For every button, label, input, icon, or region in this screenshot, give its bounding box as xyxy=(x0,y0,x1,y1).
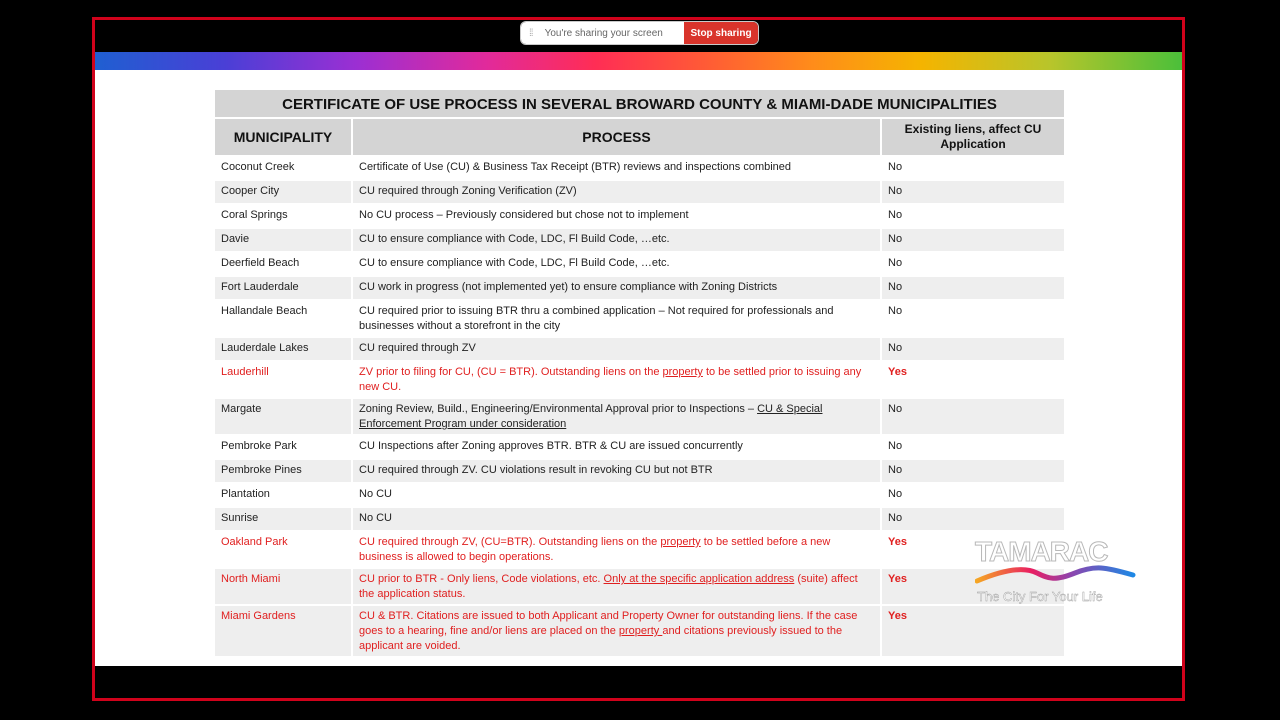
logo-swoosh-icon xyxy=(975,563,1137,587)
process-underlined-text: property xyxy=(660,536,701,548)
municipality-cell: Sunrise xyxy=(215,508,351,530)
municipality-cell: North Miami xyxy=(215,569,351,604)
process-underlined-text: CU & Special Enforcement Program under consideration xyxy=(359,403,823,430)
process-cell: CU to ensure compliance with Code, LDC, Fl Build Code, …etc. xyxy=(353,253,880,275)
municipality-cell: Lauderdale Lakes xyxy=(215,338,351,360)
municipality-cell: Margate xyxy=(215,399,351,434)
process-cell xyxy=(353,362,880,397)
table-row-highlighted xyxy=(215,569,1064,604)
process-cell xyxy=(353,606,880,656)
process-cell: No CU xyxy=(353,484,880,506)
municipality-cell: Pembroke Pines xyxy=(215,460,351,482)
municipality-cell: Hallandale Beach xyxy=(215,301,351,336)
process-text: CU & BTR. Citations are issued to both Applicant and Property Owner for outstanding liens. If the case goes to a hearing, fine and/or liens are placed on the xyxy=(359,610,858,637)
municipality-cell: Cooper City xyxy=(215,181,351,203)
process-text: and citations previously issued to the applicant are voided. xyxy=(359,625,843,652)
process-text: to be settled before a new business is allowed to begin operations. xyxy=(359,536,831,563)
process-cell xyxy=(353,569,880,604)
liens-cell: No xyxy=(882,277,1064,299)
table-row-highlighted xyxy=(215,532,1064,567)
table-row-highlighted xyxy=(215,362,1064,397)
certificate-of-use-table xyxy=(213,88,1066,658)
table-row-highlighted xyxy=(215,606,1064,656)
table-row xyxy=(215,301,1064,336)
table-title: CERTIFICATE OF USE PROCESS IN SEVERAL BROWARD COUNTY & MIAMI-DADE MUNICIPALITIES xyxy=(215,90,1064,117)
rainbow-banner xyxy=(95,52,1182,70)
header-municipality: MUNICIPALITY xyxy=(215,119,351,155)
table-row xyxy=(215,338,1064,360)
process-text: to be settled prior to issuing any new CU. xyxy=(359,366,862,393)
process-cell: Certificate of Use (CU) & Business Tax Receipt (BTR) reviews and inspections combined xyxy=(353,157,880,179)
liens-cell: No xyxy=(882,253,1064,275)
liens-cell: No xyxy=(882,229,1064,251)
liens-cell: No xyxy=(882,301,1064,336)
liens-cell: No xyxy=(882,157,1064,179)
liens-cell: Yes xyxy=(882,569,1064,604)
process-cell: CU to ensure compliance with Code, LDC, Fl Build Code, …etc. xyxy=(353,229,880,251)
share-message xyxy=(521,22,684,44)
liens-cell: No xyxy=(882,508,1064,530)
table-row xyxy=(215,157,1064,179)
table-row xyxy=(215,508,1064,530)
process-cell: CU required prior to issuing BTR thru a combined application – Not required for professionals and businesses without a storefront in the city xyxy=(353,301,880,336)
municipality-cell: Miami Gardens xyxy=(215,606,351,656)
liens-cell: No xyxy=(882,338,1064,360)
liens-cell: No xyxy=(882,399,1064,434)
process-cell: No CU xyxy=(353,508,880,530)
process-cell: CU Inspections after Zoning approves BTR. BTR & CU are issued concurrently xyxy=(353,436,880,458)
liens-cell: No xyxy=(882,436,1064,458)
header-existing-liens: Existing liens, affect CU Application xyxy=(882,119,1064,155)
process-cell: CU required through Zoning Verification (ZV) xyxy=(353,181,880,203)
logo-wordmark: TAMARAC xyxy=(975,536,1108,567)
stop-sharing-button[interactable]: Stop sharing xyxy=(684,22,758,44)
table-row xyxy=(215,436,1064,458)
share-message-text: You're sharing your screen xyxy=(544,27,663,39)
tamarac-logo xyxy=(975,537,1137,609)
municipality-cell: Coral Springs xyxy=(215,205,351,227)
table-row xyxy=(215,484,1064,506)
process-underlined-text: property xyxy=(618,625,663,637)
process-underlined-text: property xyxy=(662,366,703,378)
liens-cell: Yes xyxy=(882,532,1064,567)
liens-cell: Yes xyxy=(882,606,1064,656)
municipality-cell: Pembroke Park xyxy=(215,436,351,458)
table-row xyxy=(215,181,1064,203)
municipality-cell: Fort Lauderdale xyxy=(215,277,351,299)
municipality-cell: Lauderhill xyxy=(215,362,351,397)
liens-cell: Yes xyxy=(882,362,1064,397)
drag-handle-icon[interactable]: ⁞⁞ xyxy=(529,27,533,39)
table-row xyxy=(215,460,1064,482)
process-cell: No CU process – Previously considered but chose not to implement xyxy=(353,205,880,227)
liens-cell: No xyxy=(882,484,1064,506)
process-text: (suite) affect the application status. xyxy=(359,573,858,600)
process-underlined-text: Only at the specific application address xyxy=(603,573,795,585)
table-row xyxy=(215,253,1064,275)
municipality-cell: Davie xyxy=(215,229,351,251)
process-cell xyxy=(353,399,880,434)
process-cell: CU required through ZV xyxy=(353,338,880,360)
logo-tagline: The City For Your Life xyxy=(977,589,1103,604)
process-cell: CU work in progress (not implemented yet) to ensure compliance with Zoning Districts xyxy=(353,277,880,299)
process-cell: CU required through ZV. CU violations result in revoking CU but not BTR xyxy=(353,460,880,482)
table-row xyxy=(215,399,1064,434)
liens-cell: No xyxy=(882,205,1064,227)
process-cell xyxy=(353,532,880,567)
screen-share-bar xyxy=(521,22,758,44)
municipality-cell: Coconut Creek xyxy=(215,157,351,179)
table-row xyxy=(215,277,1064,299)
table-row xyxy=(215,205,1064,227)
liens-cell: No xyxy=(882,181,1064,203)
table-row xyxy=(215,229,1064,251)
process-text: CU prior to BTR - Only liens, Code violations, etc. xyxy=(359,573,604,585)
header-process: PROCESS xyxy=(353,119,880,155)
process-text: ZV prior to filing for CU, (CU = BTR). Outstanding liens on the xyxy=(359,366,663,378)
municipality-cell: Plantation xyxy=(215,484,351,506)
municipality-cell: Deerfield Beach xyxy=(215,253,351,275)
municipality-cell: Oakland Park xyxy=(215,532,351,567)
liens-cell: No xyxy=(882,460,1064,482)
process-text: CU required through ZV, (CU=BTR). Outstanding liens on the xyxy=(359,536,661,548)
process-text: Zoning Review, Build., Engineering/Environmental Approval prior to Inspections – xyxy=(359,403,758,415)
